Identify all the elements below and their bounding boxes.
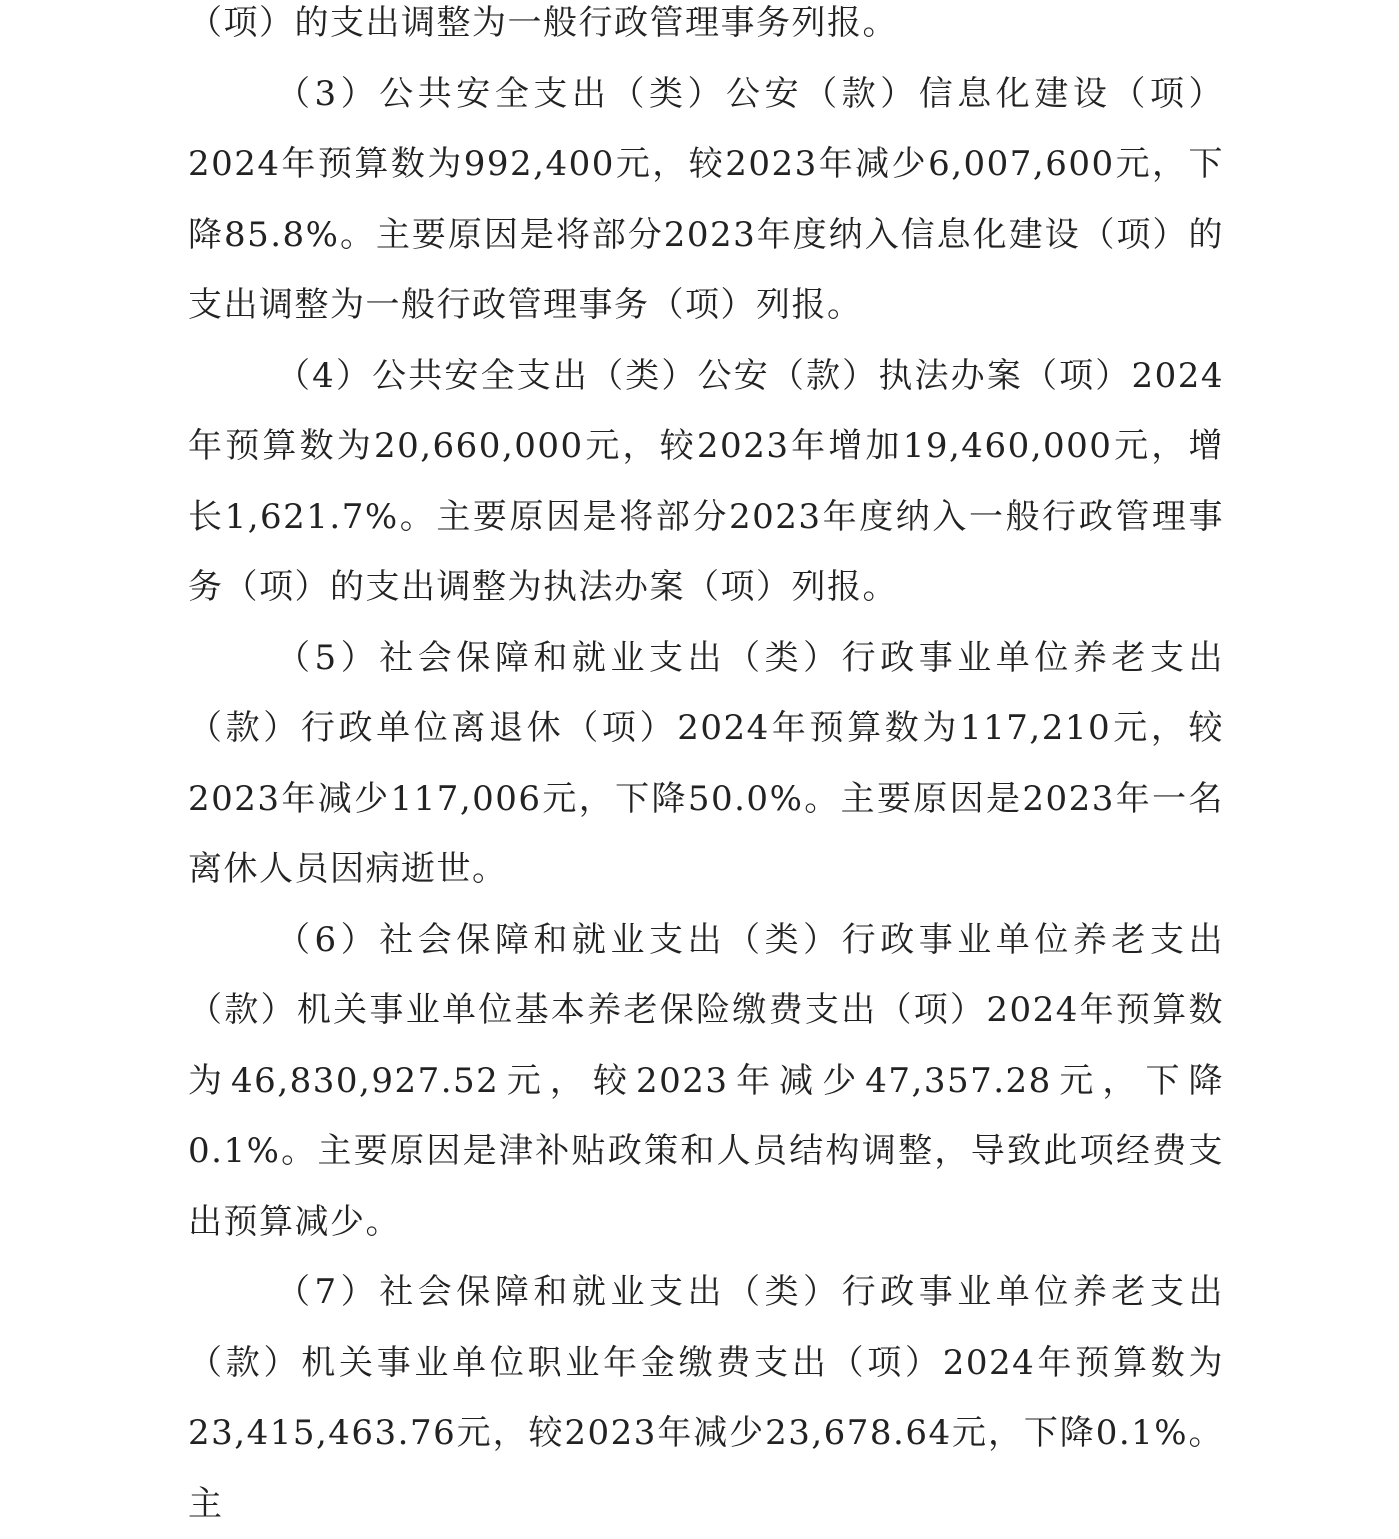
paragraph-continuation: （项）的支出调整为一般行政管理事务列报。: [188, 3, 898, 43]
paragraph-item-7: （7）社会保障和就业支出（类）行政事业单位养老支出（款）机关事业单位职业年金缴费支出（项）2024年预算数为23,415,463.76元，较2023年减少23,678.64元，下降0.1%。主: [188, 1272, 1224, 1524]
document-page: [188, 0, 1224, 1539]
paragraph-item-5: （5）社会保障和就业支出（类）行政事业单位养老支出（款）行政单位离退休（项）2024年预算数为117,210元，较2023年减少117,006元，下降50.0%。主要原因是2023年一名离休人员因病逝世。: [188, 637, 1224, 889]
paragraph-item-6: （6）社会保障和就业支出（类）行政事业单位养老支出（款）机关事业单位基本养老保险缴费支出（项）2024年预算数为46,830,927.52元，较2023年减少47,357.28元，下降0.1%。主要原因是津补贴政策和人员结构调整，导致此项经费支出预算减少。: [188, 919, 1224, 1242]
paragraph-item-3: （3）公共安全支出（类）公安（款）信息化建设（项）2024年预算数为992,400元，较2023年减少6,007,600元，下降85.8%。主要原因是将部分2023年度纳入信息化建设（项）的支出调整为一般行政管理事务（项）列报。: [188, 73, 1224, 325]
paragraph-item-4: （4）公共安全支出（类）公安（款）执法办案（项）2024年预算数为20,660,000元，较2023年增加19,460,000元，增长1,621.7%。主要原因是将部分2023年度纳入一般行政管理事务（项）的支出调整为执法办案（项）列报。: [188, 355, 1224, 607]
